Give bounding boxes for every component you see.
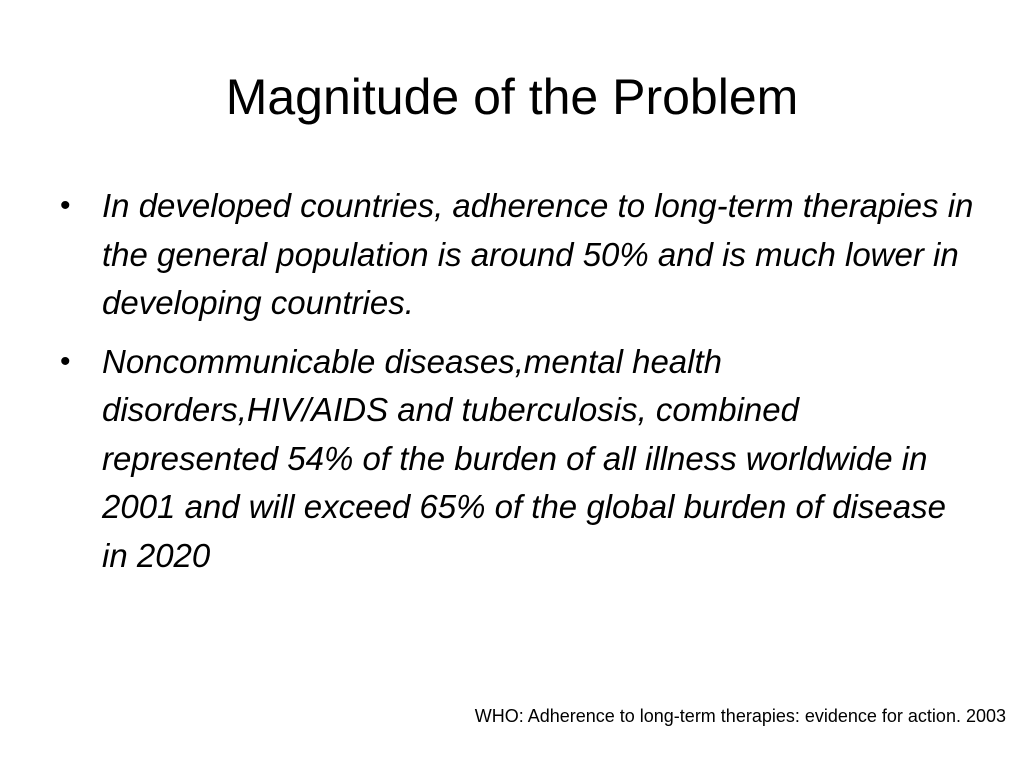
bullet-icon: • [60,344,71,378]
bullet-icon: • [60,189,71,222]
bullet-text: Noncommunicable diseases,mental health disorders,HIV/AIDS and tuberculosis, combined represented 54% of the burden of all illness worldwide in 2001 and will exceed 65% of the global burden of disease in 2020 [102,342,946,574]
bullet-item [60,182,980,328]
bullet-text: In developed countries, adherence to long-term therapies in the general population is around 50% and is much lower in developing countries. [102,187,974,321]
slide-title: Magnitude of the Problem [225,69,799,125]
bullet-list [60,182,980,590]
citation: WHO: Adherence to long-term therapies: evidence for action. 2003 [474,706,1006,726]
bullet-item [60,338,980,581]
